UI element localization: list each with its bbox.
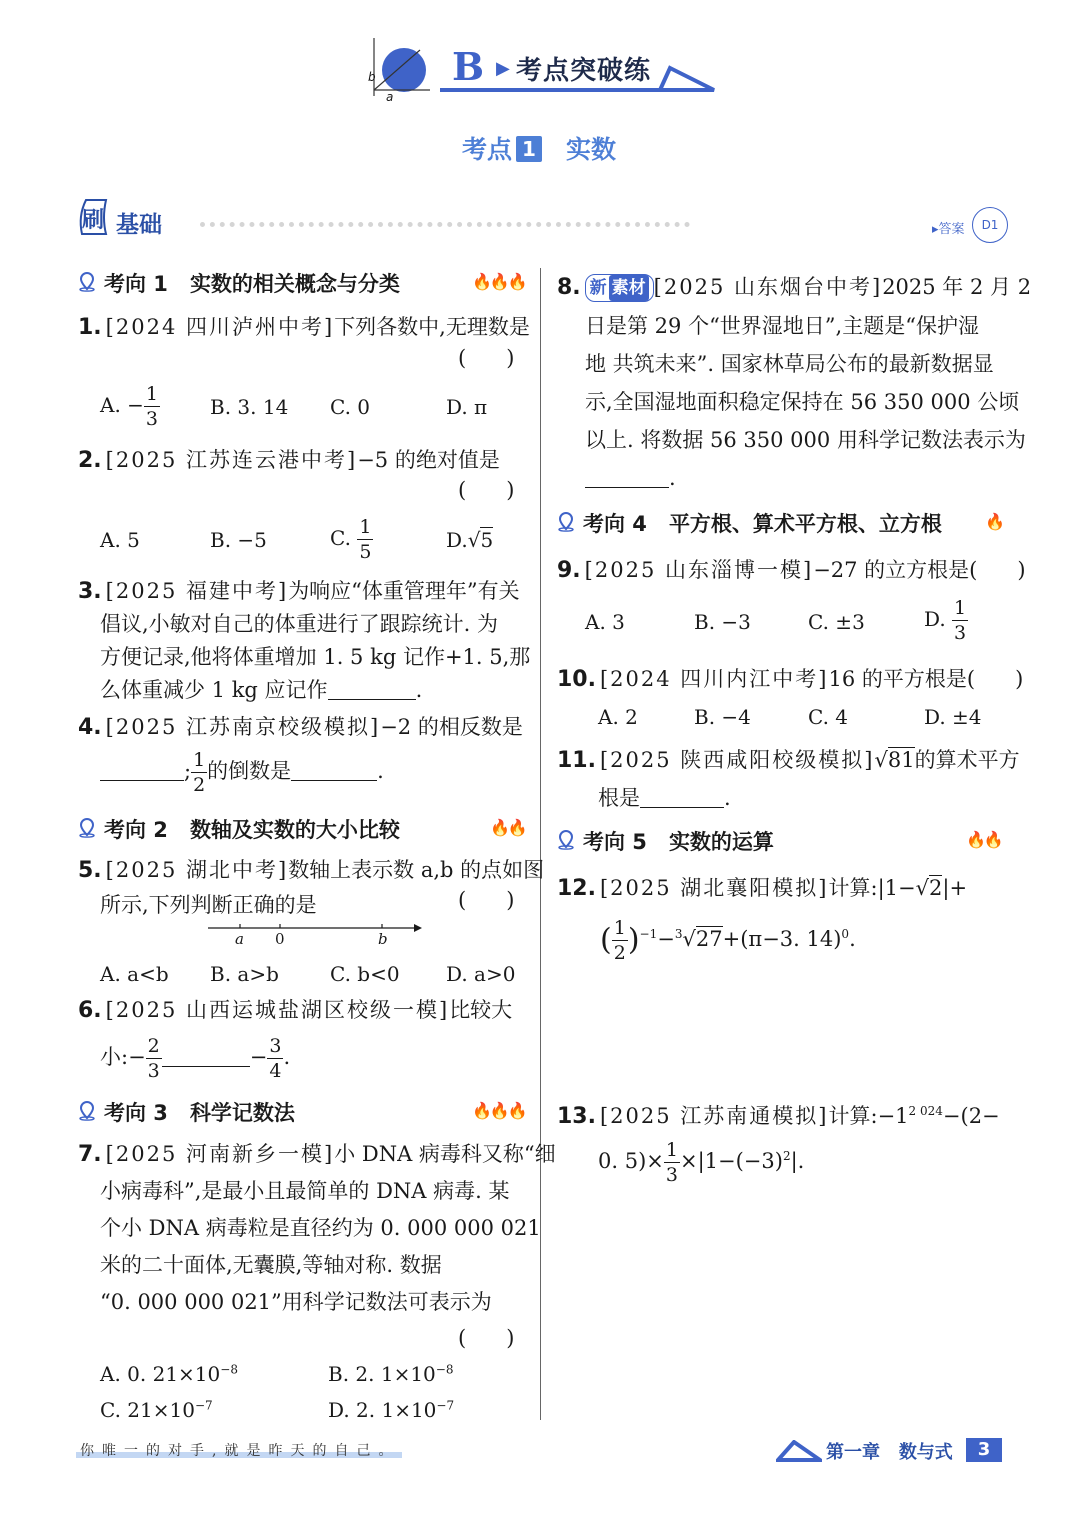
answer-blank[interactable]: [640, 785, 724, 808]
q1-option-c[interactable]: C. 0: [330, 395, 371, 419]
diagram-label-a: a: [386, 90, 394, 104]
q9-option-c[interactable]: C. ±3: [808, 610, 865, 634]
question-6: 6. [2025 山西运城盐湖区校级一模]比较大: [78, 998, 513, 1023]
answer-blank[interactable]: [585, 465, 669, 488]
question-11: 11. [2025 陕西咸阳校级模拟]√81的算术平方: [557, 748, 1020, 773]
location-pin-icon: [557, 830, 575, 848]
dotted-rule: [200, 222, 690, 235]
point-title: 考点 1 实数: [462, 135, 616, 164]
question-13-line2: 0. 5)× $\frac{1}{3}$ $\times|1-(-3)^2|$.: [598, 1139, 805, 1186]
question-8: 8. 新 素材 [2025 山东烟台中考]2025 年 2 月 2 日是第 29 个“世界湿地日”,主题是“保护湿 地 共筑未来”. 国家林草局公布的最新数据显 示,全国湿地面积稳定保持在 56 350 000 公顷 以上. 将数据 56 350 000 用科学记数法表示为 .: [557, 275, 1032, 490]
q10-option-b[interactable]: B. −4: [694, 705, 751, 729]
section-title: 考点突破练: [516, 56, 652, 86]
section-header-3: 考向 3 科学记数法: [78, 1097, 295, 1127]
location-pin-icon: [78, 272, 96, 290]
footer-chapter: 第一章 数与式: [826, 1442, 953, 1463]
q10-option-c[interactable]: C. 4: [808, 705, 849, 729]
axis-label-a: a: [235, 930, 244, 948]
q10-option-a[interactable]: A. 2: [598, 705, 638, 729]
difficulty-flame-icons: 🔥🔥: [966, 830, 1002, 849]
q9-option-b[interactable]: B. −3: [694, 610, 751, 634]
footer-motto: 你唯一的对手,就是昨天的自己。: [80, 1443, 401, 1459]
difficulty-flame-icons: 🔥🔥: [490, 818, 526, 837]
question-9: 9. [2025 山东淄博一模]−27 的立方根是( ): [557, 558, 1026, 583]
q7-option-d[interactable]: D. 2. $1\times 10^{-7}$: [328, 1398, 455, 1422]
question-7: 7. [2025 河南新乡一模]小 DNA 病毒科又称“细 小病毒科”,是最小且最简单的 DNA 病毒. 某 个小 DNA 病毒粒是直径约为 0. 000 000 021 米的二十面体,无囊膜,等轴对称. 数据 “0. 000 000 021”用科学记数法可表示为: [78, 1142, 556, 1314]
answer-paren-1[interactable]: ( ): [458, 346, 515, 370]
section-letter: B: [452, 44, 485, 89]
answer-paren-7[interactable]: ( ): [458, 1326, 515, 1350]
q5-option-d[interactable]: D. a>0: [446, 962, 516, 986]
q7-option-b[interactable]: B. 2. $1\times 10^{-8}$: [328, 1362, 454, 1386]
axis-label-b: b: [378, 930, 388, 948]
question-5: 5. [2025 湖北中考]数轴上表示数 a,b 的点如图 所示,下列判断正确的是: [78, 858, 545, 917]
q2-option-c[interactable]: C. $\frac{1}{5}$: [330, 516, 372, 563]
point-number-badge: 1: [516, 136, 542, 162]
question-6-line2: 小:− $\frac{2}{3}$ − $\frac{3}{4}$ .: [100, 1035, 291, 1082]
diagram-label-b: b: [368, 70, 376, 84]
q1-option-b[interactable]: B. 3. 14: [210, 395, 289, 419]
difficulty-flame-icons: 🔥🔥🔥: [472, 1101, 526, 1120]
answer-blank[interactable]: [162, 1044, 250, 1067]
difficulty-flame-icon: 🔥: [985, 512, 1003, 531]
q5-option-b[interactable]: B. a>b: [210, 962, 279, 986]
q9-option-d[interactable]: D. $\frac{1}{3}$: [924, 597, 967, 644]
brand-label: 基础: [116, 212, 162, 238]
section-header-1: 考向 1 实数的相关概念与分类: [78, 268, 400, 298]
arrow-icon: ▶: [496, 58, 510, 79]
question-12-line2: ( $\frac{1}{2}$ )$^{-1}$−$^3$√27+(π−3. 14)$^0$.: [600, 917, 856, 964]
axis-label-zero: 0: [275, 930, 285, 948]
answer-blank[interactable]: [291, 758, 377, 781]
answer-label[interactable]: ▸答案: [932, 222, 965, 237]
section-header-5: 考向 5 实数的运算: [557, 826, 774, 856]
q2-option-d[interactable]: D.√5: [446, 528, 494, 552]
question-1: 1. [2024 四川泸州中考]下列各数中,无理数是: [78, 315, 530, 340]
answer-paren-5[interactable]: ( ): [458, 888, 515, 912]
new-material-badge: 新 素材: [585, 274, 654, 302]
q9-option-a[interactable]: A. 3: [585, 610, 625, 634]
answer-code[interactable]: D1: [972, 207, 1008, 243]
difficulty-flame-icons: 🔥🔥🔥: [472, 272, 526, 291]
answer-blank[interactable]: [100, 758, 184, 781]
location-pin-icon: [557, 512, 575, 530]
question-12: 12. [2025 湖北襄阳模拟]计算:|1−√2|+: [557, 876, 968, 901]
question-13: 13. [2025 江苏南通模拟]计算$:-1^{2 024}-(2-$: [557, 1104, 1000, 1129]
question-4-line2: ; $\frac{1}{2}$ 的倒数是 .: [100, 748, 384, 797]
answer-paren-2[interactable]: ( ): [458, 478, 515, 502]
answer-blank[interactable]: [328, 677, 416, 700]
q10-option-d[interactable]: D. ±4: [924, 705, 982, 729]
location-pin-icon: [78, 818, 96, 836]
q7-option-a[interactable]: A. 0. $21\times 10^{-8}$: [100, 1362, 238, 1386]
page-number: 3: [966, 1438, 1002, 1462]
q2-option-a[interactable]: A. 5: [100, 528, 140, 552]
triangle-icon: [776, 1440, 822, 1462]
q7-option-c[interactable]: C. $21\times 10^{-7}$: [100, 1398, 213, 1422]
question-4: 4. [2025 江苏南京校级模拟]−2 的相反数是: [78, 715, 523, 740]
question-3: 3. [2025 福建中考]为响应“体重管理年”有关 倡议,小敏对自己的体重进行了跟踪统计. 为 方便记录,他将体重增加 1. 5 kg 记作+1. 5,那 么体重减少 1 kg 应记作 .: [78, 579, 531, 702]
question-11-line2: 根是 .: [598, 786, 731, 810]
brand-mark: 刷: [82, 208, 105, 233]
question-10: 10. [2024 四川内江中考]16 的平方根是( ): [557, 667, 1024, 692]
location-pin-icon: [78, 1101, 96, 1119]
q5-option-a[interactable]: A. a<b: [100, 962, 169, 986]
section-header-4: 考向 4 平方根、算术平方根、立方根: [557, 508, 942, 538]
q5-option-c[interactable]: C. b<0: [330, 962, 400, 986]
q2-option-b[interactable]: B. −5: [210, 528, 267, 552]
q1-option-d[interactable]: D. π: [446, 395, 488, 419]
question-2: 2. [2025 江苏连云港中考]−5 的绝对值是: [78, 448, 500, 473]
section-header-2: 考向 2 数轴及实数的大小比较: [78, 814, 400, 844]
q1-option-a[interactable]: A. − $\frac{1}{3}$: [100, 383, 159, 430]
